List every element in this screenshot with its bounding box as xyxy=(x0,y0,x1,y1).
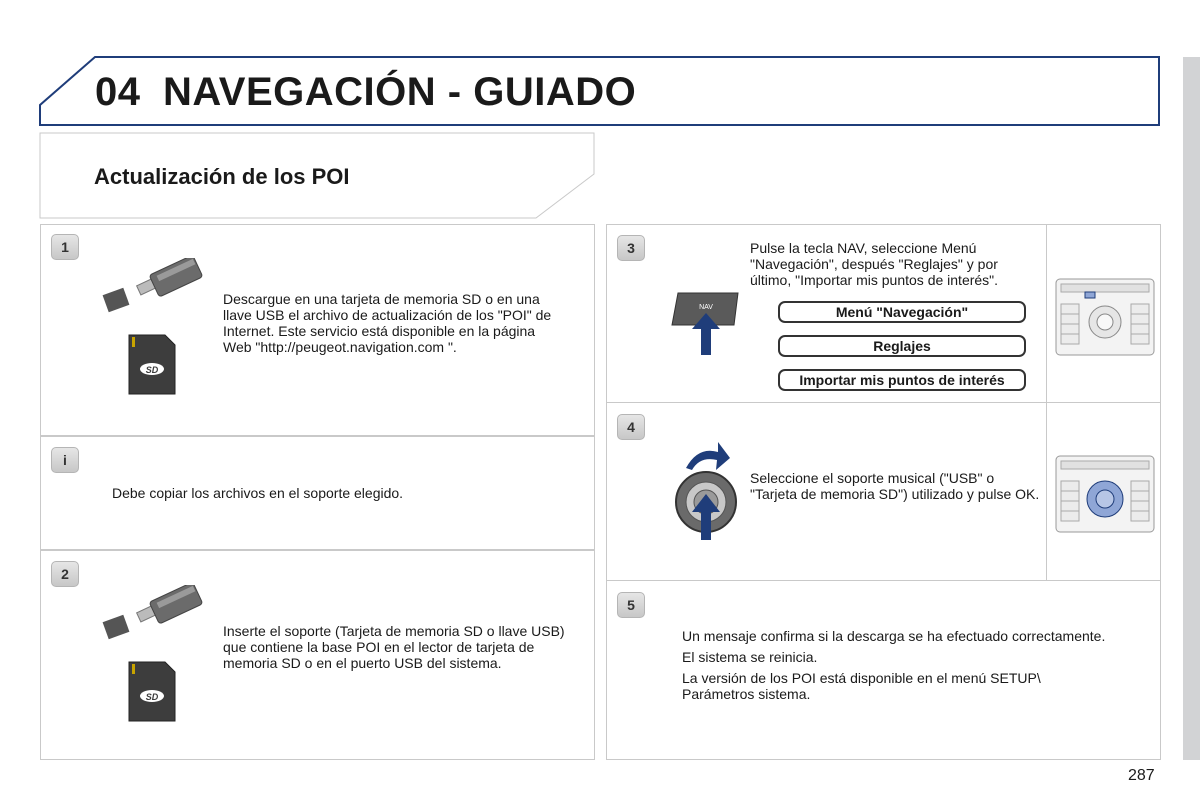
step-5-badge: 5 xyxy=(617,592,645,618)
sd-card-label: SD xyxy=(145,365,159,375)
nav-key-icon xyxy=(668,285,748,357)
radio-panel-nav-icon xyxy=(1055,278,1155,356)
info-text: Debe copiar los archivos en el soporte elegido. xyxy=(112,485,404,501)
nav-key-label: NAV xyxy=(699,304,713,311)
step-2-badge: 2 xyxy=(51,561,79,587)
step-5-line-1: Un mensaje confirma si la descarga se ha efectuado correctamente. xyxy=(682,628,1106,644)
side-chapter-tab xyxy=(1183,57,1200,760)
step-5-line-2: El sistema se reinicia. xyxy=(682,649,818,665)
menu-navegacion-button[interactable]: Menú "Navegación" xyxy=(778,301,1026,323)
step-4-text: Seleccione el soporte musical ("USB" o "Tarjeta de memoria SD") utilizado y pulse OK. xyxy=(750,470,1040,502)
section-title: Actualización de los POI xyxy=(94,164,350,189)
importar-puntos-interes-button[interactable]: Importar mis puntos de interés xyxy=(778,369,1026,391)
step-3-divider xyxy=(1046,224,1047,403)
usb-stick-icon xyxy=(100,258,205,318)
rotary-ok-knob-icon xyxy=(668,438,748,544)
info-badge: i xyxy=(51,447,79,473)
step-3-text: Pulse la tecla NAV, seleccione Menú "Navegación", después "Reglajes" y por último, "Importar mis puntos de interés". xyxy=(750,240,999,288)
step-4-badge: 4 xyxy=(617,414,645,440)
step-2-text: Inserte el soporte (Tarjeta de memoria SD o llave USB) que contiene la base POI en el lector de tarjeta de memoria SD o en el puerto USB del sistema. xyxy=(223,623,565,671)
radio-panel-ok-icon xyxy=(1055,455,1155,533)
chapter-number: 04 xyxy=(95,70,141,114)
step-4-divider xyxy=(1046,402,1047,581)
sd-card-label: SD xyxy=(145,692,159,702)
usb-stick-icon xyxy=(100,585,205,645)
step-1-text: Descargue en una tarjeta de memoria SD o en una llave USB el archivo de actualización de los "POI" de Internet. Este servicio está disponible en la página Web "http://peugeot.navigation.com ". xyxy=(223,291,552,355)
reglajes-button[interactable]: Reglajes xyxy=(778,335,1026,357)
page-number: 287 xyxy=(1128,767,1155,784)
step-1-badge: 1 xyxy=(51,234,79,260)
chapter-title: NAVEGACIÓN - GUIADO xyxy=(163,70,637,114)
sd-card-icon xyxy=(127,660,177,723)
step-5-line-3: La versión de los POI está disponible en el menú SETUP\ Parámetros sistema. xyxy=(682,670,1041,702)
step-5-text-block xyxy=(682,628,1112,702)
step-3-badge: 3 xyxy=(617,235,645,261)
sd-card-icon xyxy=(127,333,177,396)
